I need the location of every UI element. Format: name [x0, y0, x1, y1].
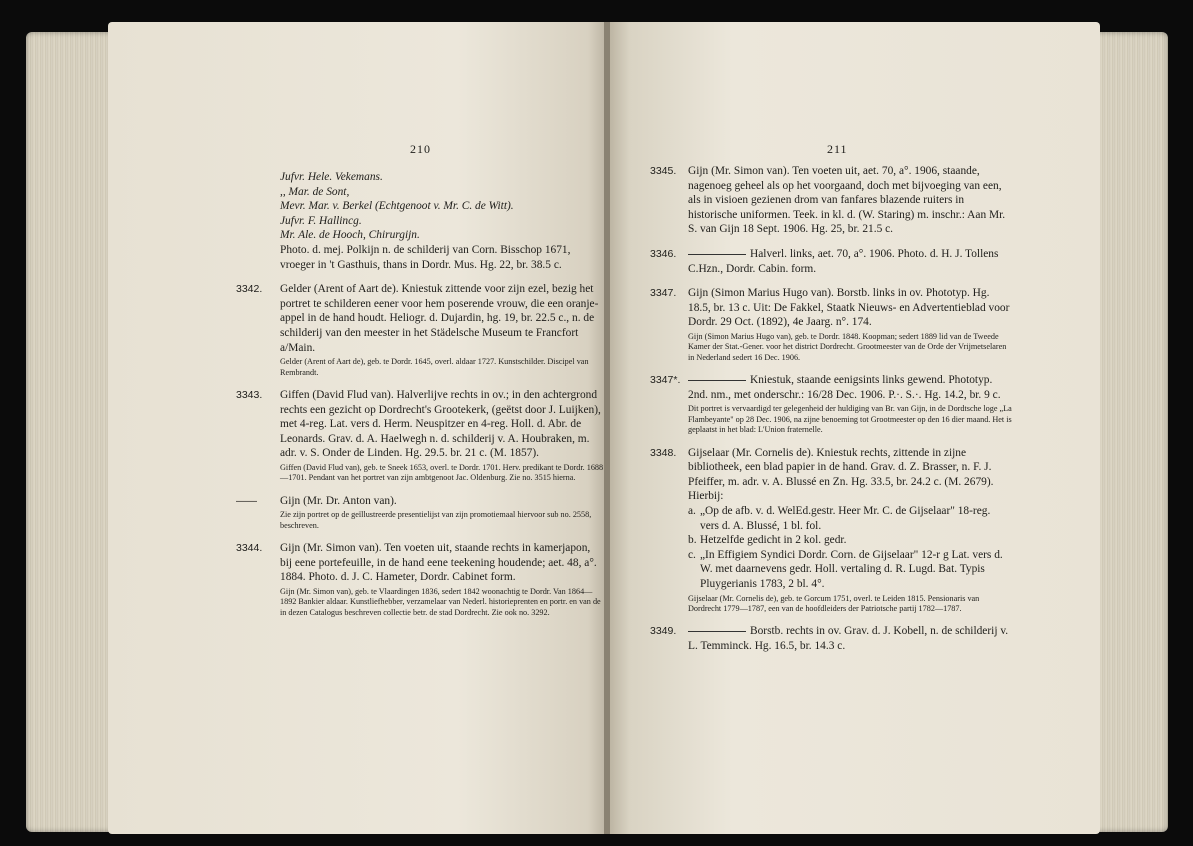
entry-text-wrap [688, 624, 1012, 653]
sub-item-text: „Op de afb. v. d. WelEd.gestr. Heer Mr. C. de Gijselaar" 18-reg. vers d. A. Blussé, 1 bl. fol. [700, 504, 991, 532]
catalog-entry [236, 541, 605, 618]
page-edges-left [26, 32, 118, 832]
catalog-entry [650, 446, 1012, 615]
opening-line: Jufvr. Hele. Vekemans. [280, 171, 383, 183]
sub-item [688, 533, 1012, 548]
catalog-entry [236, 282, 605, 378]
left-page-content [236, 170, 605, 628]
entry-text: Borstb. rechts in ov. Grav. d. J. Kobell, n. de schilderij v. L. Temminck. Hg. 16.5, br. 14.3 c. [688, 625, 1009, 652]
ditto-dash [688, 380, 746, 381]
entry-note: Zie zijn portret op de geïllustreerde presentielijst van zijn promotiemaal hiervoor sub no. 2558, beschreven. [280, 510, 592, 530]
entry-number: 3347*. [650, 374, 681, 387]
opening-line: Mr. Ale. de Hooch, Chirurgijn. [280, 229, 420, 242]
entry-number: 3342. [236, 283, 263, 296]
entry-number: —— [236, 494, 257, 507]
catalog-entry [236, 388, 605, 484]
opening-line: Mevr. Mar. v. Berkel (Echtgenoot v. Mr. C. de Witt). [280, 200, 514, 213]
opening-line: ,, Mar. de Sont, [280, 185, 350, 198]
right-page [610, 22, 1100, 834]
entry-text: Gijn (Mr. Dr. Anton van). [280, 494, 397, 507]
sub-item-text: „In Effigiem Syndici Dordr. Corn. de Gijselaar" 12-r g Lat. vers d. W. met daarnevens gedr. Holl. vertaling d. R. Lugd. Bat. Typis Pluygerianis 1783, 2 bl. 4°. [700, 548, 1003, 590]
sub-item-label: c. [688, 548, 696, 561]
catalog-entry [650, 247, 1012, 276]
entry-text: Gijselaar (Mr. Cornelis de). Kniestuk rechts, zittende in zijne bibliotheek, een blad papier in de hand. Grav. d. Z. Brasser, n. F. J. Pfeiffer, m. adr. v. A. Blussé en Zn. Hg. 33.5, br. 24.2 c. (M. 2679). Hierbij: [688, 446, 994, 503]
catalog-entry [236, 494, 605, 531]
entry-number: 3343. [236, 388, 263, 401]
entry-note: Gijn (Mr. Simon van), geb. te Vlaardingen 1836, sedert 1842 woonachtig te Dordr. Van 1864—1892 Bankier aldaar. Kunstliefhebber, verzamelaar van Nederl. historieprenten en portr. en van de in dezen Catalogus beschreven collectie betr. de stad Dordrecht. Zie ook no. 3292. [280, 586, 601, 617]
entry-number: 3348. [650, 446, 677, 459]
entry-text: Giffen (David Flud van). Halverlijve rechts in ov.; in den achtergrond rechts een gezicht op Dordrecht's Grootekerk, (geëtst door J. Luijken), met 4-reg. Lat. vers d. Herm. Neuspitzer en 4-reg. Holl. d. Abr. de Leonards. Grav. d. A. Haelwegh n. d. schilderij v. A. Houbraken, m. adr. v. S. Onder de Linden. Hg. 29.5. br. 21 c. (M. 1857). [280, 388, 601, 460]
entry-text: Gijn (Mr. Simon van). Ten voeten uit, aet. 70, a°. 1906, staande, nagenoeg geheel als op het voorgaand, doch met bijvoeging van een, als in visioen gezienen drom van fanfares blazende ruiters in historische uniformen. Teek. in kl. d. (W. Staring) m. inschr.: Aan Mr. S. van Gijn 18 Sept. 1906. Hg. 25, br. 21.5 c. [688, 165, 1006, 236]
page-number: 210 [410, 142, 431, 156]
right-page-content [650, 164, 1012, 664]
sub-item [688, 548, 1012, 592]
page-number: 211 [827, 142, 848, 156]
catalog-entry [650, 286, 1012, 363]
entry-note: Gijn (Simon Marius Hugo van), geb. te Dordr. 1848. Koopman; sedert 1889 lid van de Tweede Kamer der Stat.-Gener. voor het district Dordrecht. Grootmeester van de Orde der Vrijmetselaren in Nederland sedert 16 Dec. 1906. [688, 331, 1007, 362]
catalog-entry [650, 164, 1012, 237]
sub-item-label: b. [688, 534, 697, 547]
sub-item-label: a. [688, 504, 696, 517]
left-page [108, 22, 608, 834]
entry-number: 3345. [650, 165, 677, 177]
entry-text: Gijn (Simon Marius Hugo van). Borstb. links in ov. Phototyp. Hg. 18.5, br. 13 c. Uit: De Fakkel, Staatk Nieuws- en Advertentieblad voor Dordr. 29 Oct. (1892), 4e Jaarg. n°. 174. [688, 287, 1010, 329]
catalog-entry [650, 373, 1012, 435]
sub-item [688, 504, 1012, 533]
entry-text: Halverl. links, aet. 70, a°. 1906. Photo. d. H. J. Tollens C.Hzn., Dordr. Cabin. form. [688, 247, 999, 275]
ditto-dash [688, 631, 746, 632]
sub-item-text: Hetzelfde gedicht in 2 kol. gedr. [700, 534, 847, 547]
ditto-dash [688, 254, 746, 255]
entry-text: Kniestuk, staande eenigsints links gewend. Phototyp. 2nd. nm., met onderschr.: 16/28 Dec. 1906. P.·. S.·. Hg. 14.2, br. 9 c. [688, 374, 1001, 401]
opening-block [280, 170, 605, 272]
catalog-entry [650, 624, 1012, 653]
page-edges-right [1088, 32, 1168, 832]
opening-line: Jufvr. F. Hallincg. [280, 214, 362, 227]
entry-number: 3349. [650, 625, 677, 638]
entry-text-wrap [688, 247, 1012, 276]
opening-line: Photo. d. mej. Polkijn n. de schilderij van Corn. Bisschop 1671, vroeger in 't Gasthuis, thans in Dordr. Mus. Hg. 22, br. 38.5 c. [280, 243, 571, 271]
entry-number: 3344. [236, 542, 263, 555]
entry-text-wrap [688, 373, 1012, 402]
book-spread [18, 12, 1176, 834]
entry-note: Gijselaar (Mr. Cornelis de), geb. te Gorcum 1751, overl. te Leiden 1815. Pensionaris van Dordrecht 1779—1787, een van de hoofdleiders der Patriotsche partij 1782—1787. [688, 593, 980, 613]
entry-note: Giffen (David Flud van), geb. te Sneek 1653, overl. te Dordr. 1701. Herv. predikant te Dordr. 1688—1701. Pendant van het portret van zijn ambtgenoot Jac. Oldenburg. Zie no. 3515 hierna. [280, 462, 604, 483]
entry-note: Dit portret is vervaardigd ter gelegenheid der huldiging van Br. van Gijn, in de Dordtsche loge „La Flambeyante" op 28 Dec. 1906, na zijne benoeming tot Grootmeester op den 16 dier maand. Het is geplaatst in het blad: L'Union fraternelle. [688, 404, 1012, 435]
entry-number: 3346. [650, 247, 677, 260]
entry-text: Gijn (Mr. Simon van). Ten voeten uit, staande rechts in kamerjapon, bij eene portefeuille, in de hand eene teekening houdende; aet. 48, a°. 1884. Photo. d. J. C. Hameter, Dordr. Cabinet form. [280, 542, 597, 584]
entry-note: Gelder (Arent of Aart de), geb. te Dordr. 1645, overl. aldaar 1727. Kunstschilder. Discipel van Rembrandt. [280, 357, 589, 377]
entry-number: 3347. [650, 287, 677, 300]
entry-text: Gelder (Arent of Aart de). Kniestuk zittende voor zijn ezel, bezig het portret te schilderen eener voor hem poserende vrouw, die een oranje-appel in de hand houdt. Heliogr. d. Dujardin, hg. 19, br. 22.5 c., n. de schilderij van den meester in het Städelsche Museum te Francfort a/Main. [280, 283, 599, 354]
